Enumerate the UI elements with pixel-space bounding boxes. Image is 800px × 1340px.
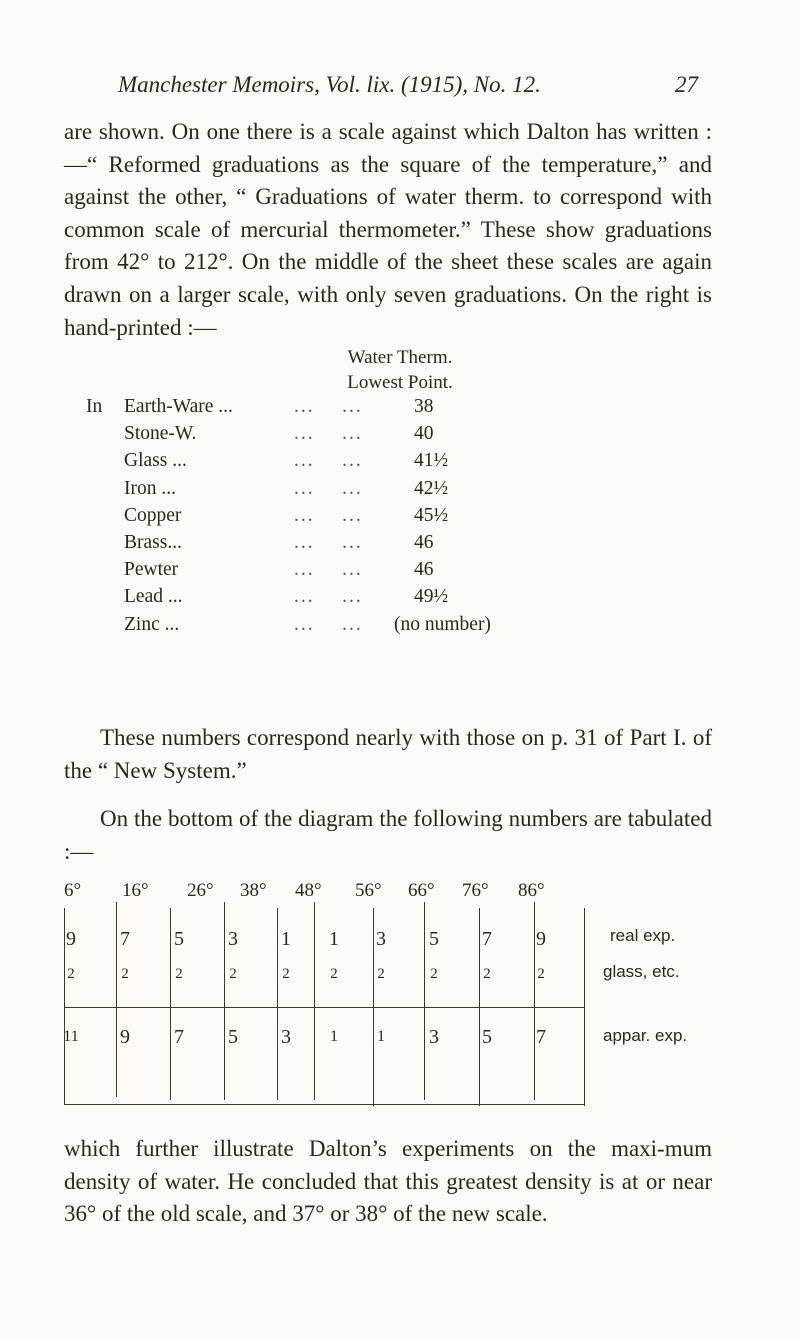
paragraph-text: are shown. On one there is a scale against which Dalton has written :—“ Reformed graduations as the square of the temperature,” and against the other, “ Graduations of water therm. to correspond with common scale of mercurial thermometer.” These show graduations from 42° to 212°. On the middle of the sheet these scales are again drawn on a larger scale, with only seven graduations. On the right is hand-printed :—: [64, 119, 712, 340]
leader-dots: ... ...: [294, 531, 363, 553]
item-value: 49½: [414, 586, 449, 608]
table-cell: 2: [175, 966, 183, 982]
table-cell: 3: [228, 928, 238, 950]
list-item: [124, 423, 724, 450]
list-item: [124, 532, 724, 559]
list-item: [124, 396, 724, 423]
leader-dots: ... ...: [294, 504, 363, 526]
paragraph-text: On the bottom of the diagram the following numbers are tabulated :—: [64, 806, 712, 864]
list-item: [124, 559, 724, 586]
leader-dots: ... ...: [294, 423, 363, 445]
table-cell: 11: [63, 1028, 79, 1045]
row-label-appar-exp: appar. exp.: [603, 1026, 688, 1045]
paragraph-intro: [64, 116, 712, 344]
item-value: 42½: [414, 477, 449, 499]
list-item: [124, 586, 724, 613]
paragraph-conclusion: [64, 1133, 712, 1231]
leader-dots: ... ...: [294, 477, 363, 499]
item-value: 41½: [414, 450, 449, 472]
table-cell: 5: [174, 928, 184, 950]
row-label-glass: glass, etc.: [603, 962, 680, 981]
paragraph-tabulated: [64, 803, 712, 868]
item-value: 38: [414, 396, 434, 417]
item-value: 40: [414, 423, 434, 445]
table-cell: 2: [330, 966, 338, 982]
table-cell: 7: [120, 928, 130, 950]
item-name: Copper: [124, 504, 182, 526]
leader-dots: ... ...: [294, 450, 363, 472]
list-in-word: In: [86, 396, 103, 417]
table-cell: 1: [281, 928, 291, 950]
leader-dots: ... ...: [294, 396, 363, 417]
leader-dots: ... ...: [294, 586, 363, 608]
list-item: [124, 505, 724, 532]
degree-label: 66°: [408, 880, 435, 901]
table-cell: 2: [67, 966, 75, 982]
table-cell: 5: [429, 928, 439, 950]
table-rule: [584, 908, 585, 1106]
leader-dots: ... ...: [294, 613, 363, 635]
list-item: [124, 478, 724, 505]
table-cell: 2: [537, 966, 545, 982]
table-cell: 2: [430, 966, 438, 982]
item-name: Earth-Ware ...: [124, 396, 233, 417]
table-rule: [64, 1007, 584, 1008]
row-label-real-exp: real exp.: [610, 926, 676, 945]
leader-dots: ... ...: [294, 559, 363, 581]
list-item: [124, 450, 724, 477]
degree-label: 48°: [295, 880, 322, 901]
item-value: 46: [414, 559, 434, 581]
item-name: Pewter: [124, 559, 179, 581]
table-cell: 3: [376, 928, 386, 950]
item-name: Zinc ...: [124, 613, 180, 635]
item-name: Stone-W.: [124, 423, 197, 445]
table-cell: 3: [429, 1026, 439, 1048]
list-heading-lowest-point: Lowest Point.: [347, 372, 453, 393]
degree-header-row: [62, 880, 722, 906]
table-rule: [64, 1104, 584, 1105]
table-cell: 7: [174, 1026, 184, 1048]
item-name: Brass...: [124, 531, 182, 553]
paragraph-text: which further illustrate Dalton’s experiments on the maxi-mum density of water. He concluded that this greatest density is at or near 36° of the old scale, and 37° or 38° of the new scale.: [64, 1136, 712, 1227]
list-item: [124, 614, 724, 641]
degree-label: 76°: [462, 880, 489, 901]
item-value: (no number): [394, 613, 491, 635]
table-cell: 2: [483, 966, 491, 982]
table-cell: 2: [121, 966, 129, 982]
page-header: [118, 72, 698, 98]
item-value: 46: [414, 531, 434, 553]
density-table: [62, 880, 722, 1120]
table-cell: 5: [228, 1026, 238, 1048]
item-name: Glass ...: [124, 450, 187, 472]
item-value: 45½: [414, 504, 449, 526]
table-cell: 7: [536, 1026, 546, 1048]
table-cell: 3: [281, 1026, 291, 1048]
table-cell: 1: [377, 1028, 385, 1045]
table-cell: 2: [282, 966, 290, 982]
degree-label: 6°: [64, 880, 82, 901]
table-cell: 2: [377, 966, 385, 982]
page-number: 27: [675, 72, 698, 97]
degree-label: 16°: [122, 880, 149, 901]
paragraph-text: These numbers correspond nearly with those on p. 31 of Part I. of the “ New System.”: [64, 725, 712, 783]
paragraph-correspond: [64, 722, 712, 787]
material-list: [86, 396, 724, 641]
degree-label: 26°: [187, 880, 214, 901]
table-cell: 9: [120, 1026, 130, 1048]
item-name: Iron ...: [124, 477, 176, 499]
table-cell: 2: [229, 966, 237, 982]
table-cell: 9: [66, 928, 76, 950]
degree-label: 56°: [355, 880, 382, 901]
degree-label: 86°: [518, 880, 545, 901]
degree-label: 38°: [240, 880, 267, 901]
table-cell: 5: [482, 1026, 492, 1048]
list-heading-water-therm: Water Therm.: [347, 347, 453, 368]
table-cell: 1: [330, 1028, 338, 1045]
item-name: Lead ...: [124, 586, 183, 608]
table-cell: 1: [329, 928, 339, 950]
running-title: Manchester Memoirs, Vol. lix. (1915), No. 12.: [118, 72, 541, 97]
table-cell: 7: [482, 928, 492, 950]
table-cell: 9: [536, 928, 546, 950]
